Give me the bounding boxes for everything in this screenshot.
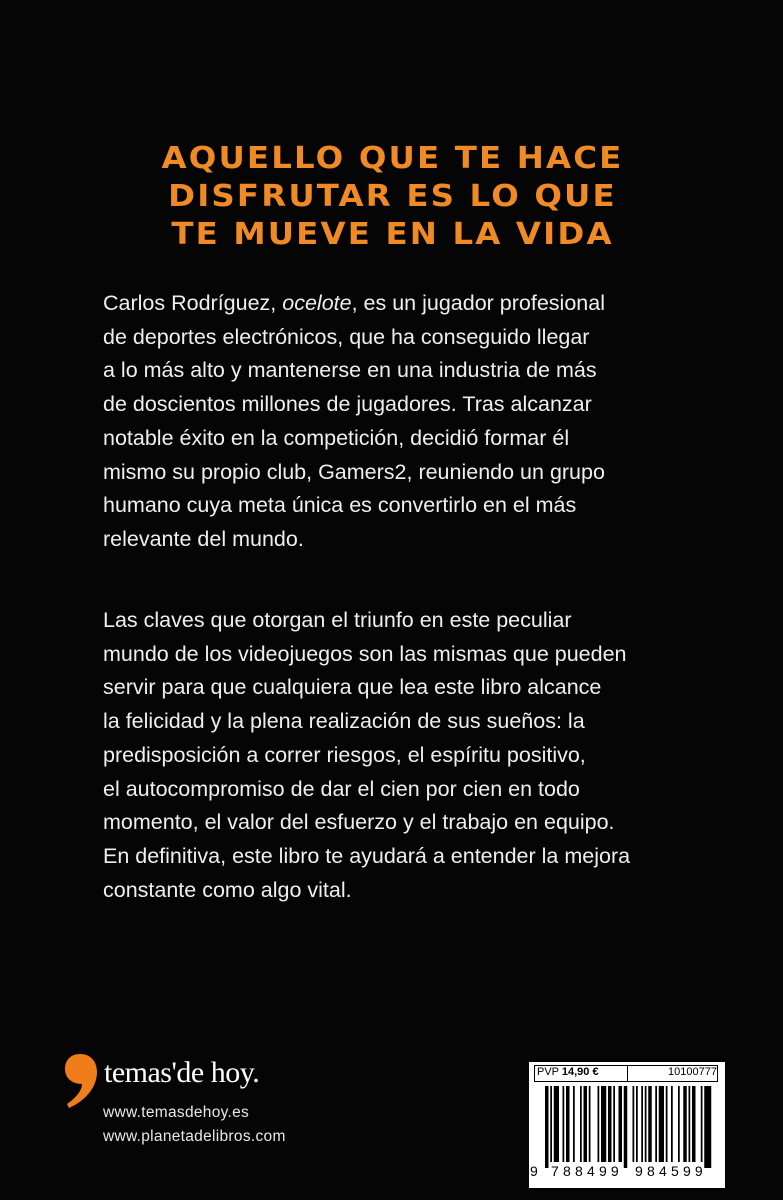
barcode-bar (624, 1086, 628, 1168)
barcode-bar (641, 1086, 643, 1162)
paragraph-line: predisposición a correr riesgos, el espíritu positivo, (103, 742, 586, 767)
barcode-bar (648, 1086, 652, 1162)
barcode-bar (554, 1086, 559, 1162)
barcode-bar (619, 1086, 623, 1162)
barcode-bar (671, 1086, 673, 1162)
back-cover-headline (77, 140, 709, 254)
price-row (535, 1066, 719, 1080)
synopsis-paragraph-2 (103, 604, 703, 907)
paragraph-line: el autocompromiso de dar el cien por cien en todo (103, 776, 580, 801)
publisher-urls (103, 1101, 286, 1149)
paragraph-line: Las claves que otorgan el triunfo en este peculiar (103, 608, 572, 632)
paragraph-line: mundo de los videojuegos son las mismas que pueden (103, 641, 627, 666)
publisher-url[interactable]: www.planetadelibros.com (103, 1128, 286, 1145)
paragraph-line: relevante del mundo. (103, 526, 304, 551)
paragraph-line: de deportes electrónicos, que ha conseguido llegar (103, 324, 590, 349)
barcode-bar (645, 1086, 647, 1162)
barcode-bars (539, 1086, 715, 1168)
isbn-group-left: 788499 (551, 1163, 623, 1179)
text-run: Carlos Rodríguez, (103, 291, 283, 315)
reference-number: 10100777 (668, 1066, 717, 1078)
barcode-label (529, 1062, 725, 1188)
barcode-bar (678, 1086, 680, 1162)
barcode-bar (633, 1086, 635, 1162)
price-text (537, 1066, 599, 1078)
headline-line: AQUELLO QUE TE HACE (161, 141, 624, 176)
isbn-group-right: 984599 (635, 1163, 707, 1179)
paragraph-line: constante como algo vital. (103, 877, 352, 902)
barcode-bar (550, 1086, 552, 1162)
headline-line: TE MUEVE EN LA VIDA (171, 217, 614, 252)
paragraph-line: de doscientos millones de jugadores. Tras alcanzar (103, 392, 592, 417)
barcode-bar (601, 1086, 606, 1162)
barcode-bar (655, 1086, 657, 1162)
paragraph-line: humano cuya meta única es convertirlo en el más (103, 493, 577, 518)
barcode-bar (608, 1086, 612, 1162)
barcode-bar (584, 1086, 588, 1162)
barcode-bar (563, 1086, 565, 1162)
text-run: , es un jugador profesional (351, 291, 605, 315)
price-value: 14,90 € (561, 1066, 599, 1078)
barcode-bar (659, 1086, 664, 1162)
publisher-brand: temas'de hoy. (104, 1056, 260, 1089)
barcode-bar (573, 1086, 575, 1162)
paragraph-line: servir para que cualquiera que lea este libro alcance (103, 675, 602, 700)
barcode-bar (613, 1086, 615, 1162)
paragraph-line: la felicidad y la plena realización de sus sueños: la (103, 709, 585, 734)
barcode-bar (598, 1086, 600, 1162)
barcode-bar (692, 1086, 696, 1162)
headline-line: DISFRUTAR ES LO QUE (168, 179, 617, 214)
barcode-bar (636, 1086, 638, 1162)
barcode-bar (689, 1086, 691, 1162)
paragraph-line: momento, el valor del esfuerzo y el trabajo en equipo. (103, 810, 615, 835)
barcode-bar (589, 1086, 591, 1162)
barcode-bar (666, 1086, 668, 1162)
pvp-label: PVP (537, 1066, 559, 1078)
barcode-bar (545, 1086, 549, 1168)
italic-nickname: ocelote (282, 291, 352, 315)
barcode-bar (580, 1086, 582, 1162)
barcode-bar (683, 1086, 687, 1162)
paragraph-line: notable éxito en la competición, decidió formar él (103, 425, 570, 450)
barcode-bar (701, 1086, 703, 1162)
paragraph-line: mismo su propio club, Gamers2, reuniendo un grupo (103, 459, 605, 484)
paragraph-line: En definitiva, este libro te ayudará a entender la mejora (103, 843, 631, 868)
publisher-url[interactable]: www.temasdehoy.es (103, 1104, 250, 1121)
paragraph-line: a lo más alto y mantenerse en una industria de más (103, 358, 597, 383)
isbn-prefix: 9 (530, 1163, 538, 1179)
paragraph-line (103, 287, 703, 321)
barcode-bar (566, 1086, 570, 1162)
comma-logo-icon (60, 1050, 100, 1112)
barcode-bar (704, 1086, 711, 1168)
synopsis-paragraph-1 (103, 287, 703, 557)
